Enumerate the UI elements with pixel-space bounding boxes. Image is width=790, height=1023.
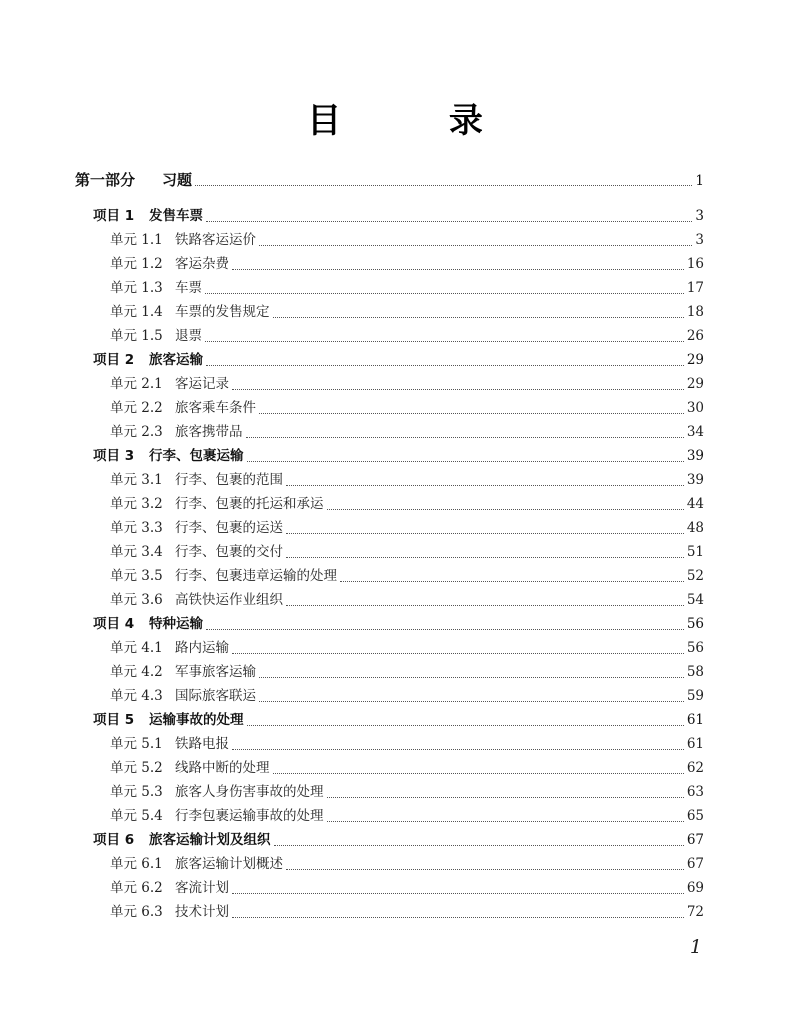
dot-leader	[232, 653, 684, 654]
toc-unit-entry[interactable]	[110, 324, 704, 348]
toc-project-entry[interactable]	[93, 612, 704, 636]
toc-unit-entry[interactable]	[110, 852, 704, 876]
entry-page-number: 63	[686, 784, 704, 800]
toc-project-entry[interactable]	[93, 708, 704, 732]
dot-leader	[259, 245, 692, 246]
entry-page-number: 61	[686, 736, 704, 752]
entry-title: 车票的发售规定	[175, 304, 270, 320]
toc-unit-entry[interactable]	[110, 228, 704, 252]
entry-title: 客流计划	[175, 880, 229, 896]
toc-unit-entry[interactable]	[110, 564, 704, 588]
entry-page-number: 56	[686, 640, 704, 656]
entry-number: 单元 1.1	[110, 232, 163, 248]
entry-number: 单元 6.3	[110, 904, 163, 920]
toc-unit-entry[interactable]	[110, 660, 704, 684]
entry-page-number: 67	[686, 832, 704, 848]
toc-part-entry[interactable]	[75, 168, 704, 192]
entry-number: 单元 2.3	[110, 424, 163, 440]
entry-page-number: 26	[686, 328, 704, 344]
entry-title: 高铁快运作业组织	[175, 592, 283, 608]
entry-page-number: 48	[686, 520, 704, 536]
entry-number: 单元 3.1	[110, 472, 163, 488]
toc-project-entry[interactable]	[93, 204, 704, 228]
dot-leader	[286, 533, 684, 534]
toc-unit-entry[interactable]	[110, 900, 704, 924]
toc-unit-entry[interactable]	[110, 372, 704, 396]
toc-unit-entry[interactable]	[110, 636, 704, 660]
entry-page-number: 65	[686, 808, 704, 824]
entry-page-number: 59	[686, 688, 704, 704]
entry-number: 项目 3	[93, 448, 135, 464]
dot-leader	[259, 701, 684, 702]
entry-page-number: 72	[686, 904, 704, 920]
entry-number: 单元 4.2	[110, 664, 163, 680]
entry-title: 路内运输	[175, 640, 229, 656]
dot-leader	[273, 773, 684, 774]
entry-page-number: 17	[686, 280, 704, 296]
entry-number: 单元 3.2	[110, 496, 163, 512]
entry-title: 铁路客运运价	[175, 232, 256, 248]
dot-leader	[327, 509, 684, 510]
toc-unit-entry[interactable]	[110, 756, 704, 780]
toc-unit-entry[interactable]	[110, 276, 704, 300]
dot-leader	[232, 917, 684, 918]
entry-title: 行李、包裹的托运和承运	[175, 496, 324, 512]
toc-unit-entry[interactable]	[110, 300, 704, 324]
entry-title: 旅客运输计划及组织	[149, 832, 271, 848]
entry-title: 旅客乘车条件	[175, 400, 256, 416]
entry-title: 军事旅客运输	[175, 664, 256, 680]
entry-title: 国际旅客联运	[175, 688, 256, 704]
dot-leader	[286, 869, 684, 870]
entry-page-number: 62	[686, 760, 704, 776]
dot-leader	[286, 557, 684, 558]
dot-leader	[206, 365, 684, 366]
entry-number: 单元 1.3	[110, 280, 163, 296]
entry-page-number: 29	[686, 376, 704, 392]
dot-leader	[246, 437, 684, 438]
entry-title: 技术计划	[175, 904, 229, 920]
entry-page-number: 29	[686, 352, 704, 368]
entry-number: 单元 4.3	[110, 688, 163, 704]
entry-number: 单元 4.1	[110, 640, 163, 656]
entry-title: 旅客携带品	[175, 424, 243, 440]
toc-unit-entry[interactable]	[110, 468, 704, 492]
toc-unit-entry[interactable]	[110, 420, 704, 444]
entry-page-number: 39	[686, 448, 704, 464]
dot-leader	[286, 605, 684, 606]
entry-title: 行李、包裹的范围	[175, 472, 283, 488]
dot-leader	[206, 629, 684, 630]
dot-leader	[232, 893, 684, 894]
entry-title: 运输事故的处理	[149, 712, 244, 728]
dot-leader	[286, 485, 684, 486]
toc-unit-entry[interactable]	[110, 492, 704, 516]
entry-number: 单元 5.3	[110, 784, 163, 800]
entry-title: 客运记录	[175, 376, 229, 392]
entry-number: 单元 5.4	[110, 808, 163, 824]
toc-unit-entry[interactable]	[110, 876, 704, 900]
entry-page-number: 69	[686, 880, 704, 896]
toc-unit-entry[interactable]	[110, 804, 704, 828]
dot-leader	[206, 221, 692, 222]
entry-title: 铁路电报	[175, 736, 229, 752]
entry-page-number: 34	[686, 424, 704, 440]
entry-number: 项目 6	[93, 832, 135, 848]
toc-unit-entry[interactable]	[110, 732, 704, 756]
entry-number: 单元 5.1	[110, 736, 163, 752]
page-title: 目 录	[307, 101, 531, 141]
toc-unit-entry[interactable]	[110, 252, 704, 276]
toc-project-entry[interactable]	[93, 444, 704, 468]
entry-title: 行李、包裹违章运输的处理	[175, 568, 337, 584]
entry-title: 行李、包裹的交付	[175, 544, 283, 560]
entry-title: 线路中断的处理	[175, 760, 270, 776]
entry-number: 单元 1.4	[110, 304, 163, 320]
entry-page-number: 56	[686, 616, 704, 632]
entry-title: 特种运输	[149, 616, 203, 632]
page-number: 1	[689, 936, 702, 958]
entry-page-number: 18	[686, 304, 704, 320]
entry-title: 旅客运输计划概述	[175, 856, 283, 872]
entry-title: 车票	[175, 280, 202, 296]
entry-number: 项目 5	[93, 712, 135, 728]
entry-title: 旅客运输	[149, 352, 203, 368]
toc-project-entry[interactable]	[93, 828, 704, 852]
entry-number: 单元 1.2	[110, 256, 163, 272]
toc-unit-entry[interactable]	[110, 540, 704, 564]
entry-page-number: 16	[686, 256, 704, 272]
entry-number: 单元 6.2	[110, 880, 163, 896]
entry-page-number: 58	[686, 664, 704, 680]
toc-unit-entry[interactable]	[110, 588, 704, 612]
entry-page-number: 39	[686, 472, 704, 488]
dot-leader	[273, 317, 684, 318]
dot-leader	[205, 293, 684, 294]
entry-number: 单元 5.2	[110, 760, 163, 776]
entry-page-number: 3	[695, 232, 704, 248]
dot-leader	[232, 389, 684, 390]
toc-unit-entry[interactable]	[110, 780, 704, 804]
entry-number: 单元 2.2	[110, 400, 163, 416]
entry-title: 旅客人身伤害事故的处理	[175, 784, 324, 800]
dot-leader	[232, 749, 684, 750]
entry-number: 单元 3.3	[110, 520, 163, 536]
entry-page-number: 44	[686, 496, 704, 512]
entry-number: 项目 4	[93, 616, 135, 632]
dot-leader	[327, 797, 684, 798]
entry-number: 单元 3.4	[110, 544, 163, 560]
entry-title: 客运杂费	[175, 256, 229, 272]
entry-title: 退票	[175, 328, 202, 344]
dot-leader	[247, 461, 684, 462]
dot-leader	[274, 845, 684, 846]
dot-leader	[259, 413, 684, 414]
entry-page-number: 67	[686, 856, 704, 872]
dot-leader	[340, 581, 684, 582]
toc-unit-entry[interactable]	[110, 684, 704, 708]
entry-number: 单元 6.1	[110, 856, 163, 872]
entry-page-number: 54	[686, 592, 704, 608]
toc-project-entry[interactable]	[93, 348, 704, 372]
entry-number: 项目 1	[93, 208, 135, 224]
entry-number: 单元 1.5	[110, 328, 163, 344]
entry-page-number: 52	[686, 568, 704, 584]
entry-number: 单元 2.1	[110, 376, 163, 392]
toc-unit-entry[interactable]	[110, 396, 704, 420]
dot-leader	[259, 677, 684, 678]
entry-title: 行李包裹运输事故的处理	[175, 808, 324, 824]
entry-title: 发售车票	[149, 208, 203, 224]
entry-title: 行李、包裹运输	[149, 448, 244, 464]
entry-page-number: 61	[686, 712, 704, 728]
toc-unit-entry[interactable]	[110, 516, 704, 540]
entry-page-number: 3	[695, 208, 704, 224]
dot-leader	[247, 725, 684, 726]
entry-title: 习题	[162, 171, 193, 189]
entry-page-number: 51	[686, 544, 704, 560]
entry-page-number: 1	[695, 173, 704, 189]
dot-leader	[327, 821, 684, 822]
entry-number: 第一部分	[75, 171, 136, 189]
entry-number: 单元 3.6	[110, 592, 163, 608]
entry-page-number: 30	[686, 400, 704, 416]
dot-leader	[205, 341, 684, 342]
entry-title: 行李、包裹的运送	[175, 520, 283, 536]
dot-leader	[195, 185, 692, 186]
dot-leader	[232, 269, 684, 270]
entry-number: 单元 3.5	[110, 568, 163, 584]
entry-number: 项目 2	[93, 352, 135, 368]
